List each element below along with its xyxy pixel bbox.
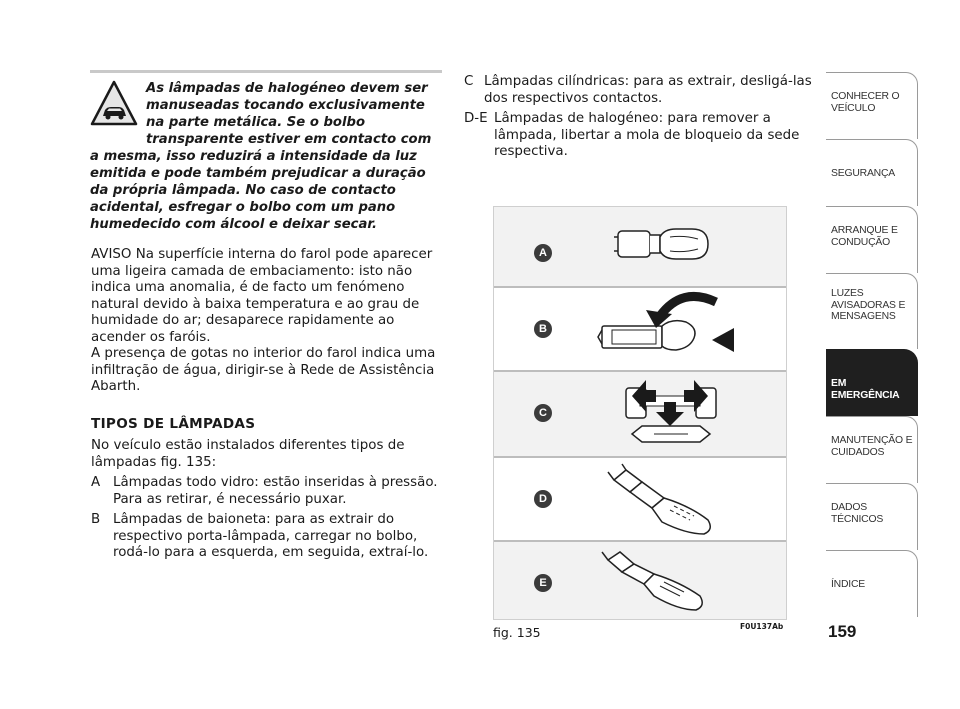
panel-label-a: A [534,244,552,262]
list-text: Lâmpadas cilíndricas: para as extrair, desligá-las dos respectivos contactos. [484,74,812,106]
tab-label: MANUTENÇÃO E CUIDADOS [831,435,913,458]
aviso-paragraph-2: A presença de gotas no interior do farol indica uma infiltração de água, dirigir-se à Rede de Assistência Abarth. [91,346,436,394]
panel-label-c: C [534,404,552,422]
list-letter: C [464,74,474,89]
all-glass-bulb-icon [494,207,786,287]
list-letter: D-E [464,111,488,126]
list-text: Lâmpadas todo vidro: estão inseridas à pressão. Para as retirar, é necessário puxar. [113,475,438,507]
halogen-bulb-h1-icon [494,542,786,619]
warning-triangle-car-icon [90,80,138,126]
list-item-b [91,512,446,562]
figure-caption: fig. 135 [493,625,541,640]
bulb-types-figure [493,206,787,620]
right-column [464,74,814,165]
tab-seguranca[interactable] [826,139,918,206]
halogen-bulb-h7-icon [494,458,786,540]
tab-indice[interactable] [826,550,918,617]
panel-e [494,542,786,619]
warning-top-rule [90,70,442,73]
tab-dados-tecnicos[interactable] [826,483,918,550]
tab-conhecer-o-veiculo[interactable] [826,72,918,139]
list-item-de [464,111,814,161]
aviso-paragraph-1: AVISO Na superfície interna do farol pode aparecer uma ligeira camada de embaciamento: isto não indica uma anomalia, é de facto um fenómeno natural devido à baixa temperatura e ao grau de humidade do ar; desaparece rapidamente ao acender os faróis. [91,247,433,345]
tab-label: EM EMERGÊNCIA [831,378,900,401]
list-item-a [91,475,446,508]
chapter-tabs [826,72,918,617]
page-number: 159 [828,622,857,641]
tab-label: CONHECER O VEÍCULO [831,91,900,114]
panel-label-e: E [534,574,552,592]
figure-code: F0U137Ab [740,622,784,631]
panel-label-d: D [534,490,552,508]
panel-label-b: B [534,320,552,338]
list-text: Lâmpadas de baioneta: para as extrair do respectivo porta-lâmpada, carregar no bolbo, rodá-lo para a esquerda, em seguida, extraí-lo. [113,512,429,560]
section-intro: No veículo estão instalados diferentes tipos de lâmpadas fig. 135: [91,438,405,470]
tab-label: ARRANQUE E CONDUÇÃO [831,225,898,248]
tab-luzes-avisadoras[interactable] [826,273,918,349]
tab-label: ÍNDICE [831,579,866,590]
warning-note [90,70,442,232]
tab-manutencao-e-cuidados[interactable] [826,416,918,483]
panel-c [494,372,786,456]
tab-label: DADOS TÉCNICOS [831,502,884,525]
warning-text-block [90,80,440,233]
list-item-c [464,74,814,107]
tab-arranque-e-conducao[interactable] [826,206,918,273]
tab-label: SEGURANÇA [831,168,896,179]
list-letter: A [91,475,101,490]
tab-em-emergencia[interactable] [826,349,918,416]
panel-d [494,458,786,540]
panel-a [494,207,786,287]
section-title: TIPOS DE LÂMPADAS [91,415,256,432]
panel-b [494,288,786,370]
tab-label: LUZES AVISADORAS E MENSAGENS [831,288,906,322]
warning-icon-slot [90,80,146,136]
list-text: Lâmpadas de halogéneo: para remover a lâmpada, libertar a mola de bloqueio da sede respectiva. [494,111,800,159]
left-column [91,247,446,562]
list-letter: B [91,512,101,527]
bayonet-bulb-icon [494,288,786,370]
cylindrical-bulb-icon [494,372,786,456]
warning-text: As lâmpadas de halogéneo devem ser manuseadas tocando exclusivamente na parte metálica. Se o bolbo transparente estiver em contacto com a mesma, isso reduzirá a intensidade da luz emitida e pode também prejudicar a duração da própria lâmpada. No caso de contacto acidental, esfregar o bolbo com um pano humedecido com álcool e deixar secar. [90,81,432,232]
